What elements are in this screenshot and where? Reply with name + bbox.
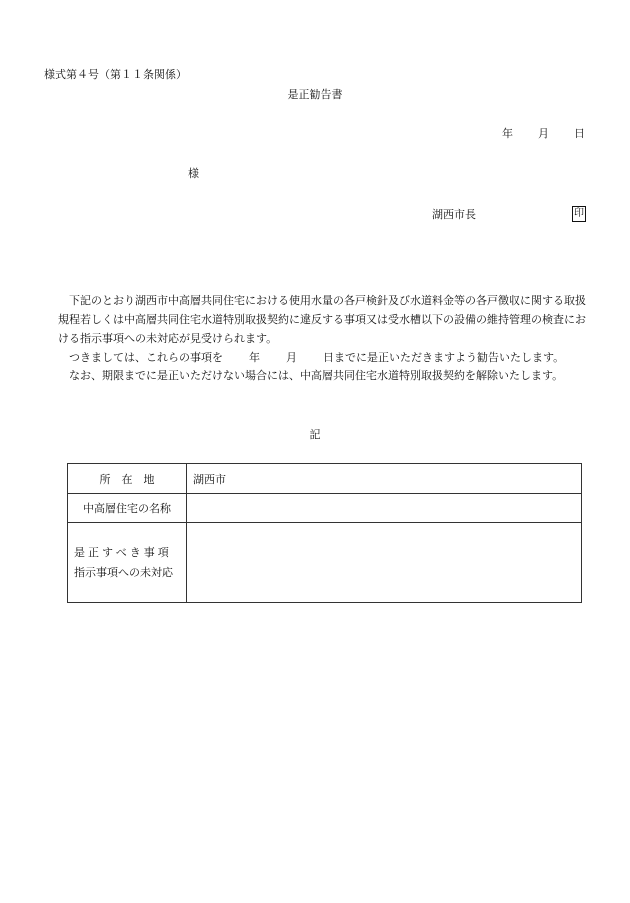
correction-items-label-line-2: 指示事項への未対応 xyxy=(74,565,173,579)
details-table xyxy=(67,463,582,603)
correction-items-value xyxy=(187,523,582,603)
date-year-label: 年 xyxy=(502,127,513,140)
building-name-value xyxy=(187,494,582,523)
seal-mark: 印 xyxy=(572,206,586,222)
correction-items-label xyxy=(68,523,187,603)
deadline-year-label: 年 xyxy=(249,351,260,364)
body-paragraph-1: 下記のとおり湖西市中高層共同住宅における使用水量の各戸検針及び水道料金等の各戸徴収に関する取扱規程若しくは中高層共同住宅水道特別取扱契約に違反する事項又は受水槽以下の設備の維持管理の検査における指示事項への未対応が見受けられます。 xyxy=(58,294,586,345)
table-row xyxy=(68,464,582,494)
body-paragraph-3: なお、期限までに是正いただけない場合には、中高層共同住宅水道特別取扱契約を解除いたします。 xyxy=(69,369,564,382)
location-value: 湖西市 xyxy=(187,464,582,494)
location-label: 所 在 地 xyxy=(68,464,187,494)
deadline-suffix: 日までに是正いただきますよう勧告いたします。 xyxy=(323,351,565,364)
issuer-name: 湖西市長 xyxy=(432,208,476,221)
addressee-honorific: 様 xyxy=(188,167,199,180)
table-row xyxy=(68,523,582,603)
correction-items-label-line-1: 是正すべき事項 xyxy=(74,545,172,559)
table-row xyxy=(68,494,582,523)
body-paragraph-2 xyxy=(58,348,586,367)
deadline-month-label: 月 xyxy=(286,351,297,364)
date-line xyxy=(502,127,585,141)
form-number: 様式第４号（第１１条関係） xyxy=(44,68,187,81)
date-month-label: 月 xyxy=(538,127,549,140)
building-name-label: 中高層住宅の名称 xyxy=(68,494,187,523)
document-title: 是正勧告書 xyxy=(287,88,343,101)
date-day-label: 日 xyxy=(574,127,585,140)
deadline-prefix: つきましては、これらの事項を xyxy=(69,351,223,364)
ki-heading: 記 xyxy=(309,428,321,441)
